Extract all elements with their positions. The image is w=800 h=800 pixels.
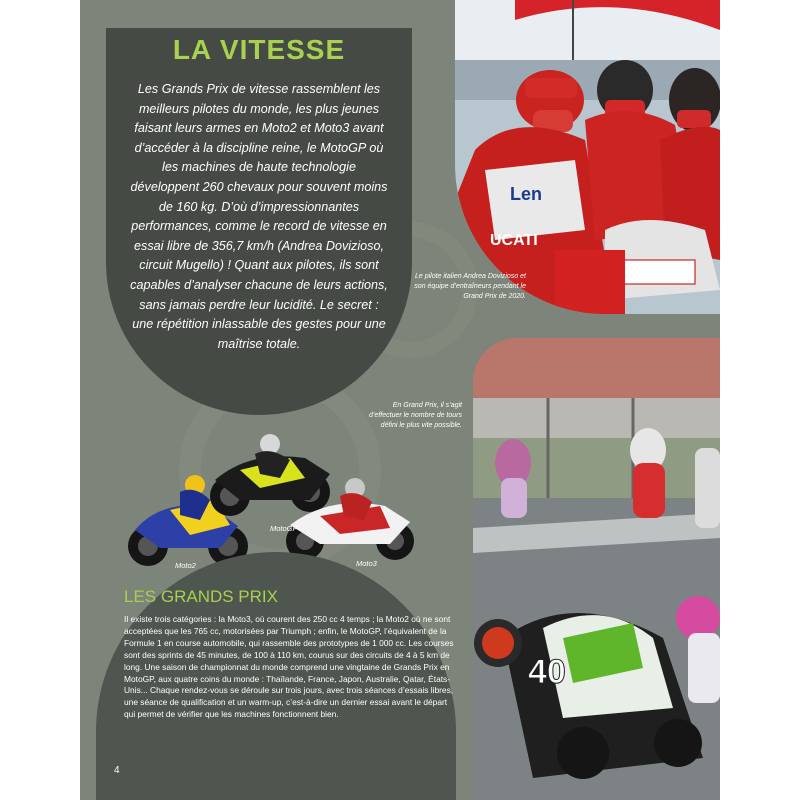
section-heading: LES GRANDS PRIX xyxy=(124,587,278,606)
bike-categories-illustration xyxy=(120,430,430,570)
svg-text:UCATI: UCATI xyxy=(490,232,538,249)
team-photo-caption: Le pilote italien Andrea Dovizioso et son équipe d’entraîneurs pendant le Grand Prix de 2020. xyxy=(414,273,526,300)
moto2-label: Moto2 xyxy=(175,561,196,570)
intro-paragraph: Les Grands Prix de vitesse rassemblent les meilleurs pilotes du monde, les plus jeunes faisant leurs armes en Moto2 et Moto3 avant d’accéder à la discipline reine, le MotoGP où les machines de haute technologie développent 260 chevaux pour souvent moins de 160 kg. D’où d’impressionnantes performances, comme le record de vitesse en essai libre de 356,7 km/h (Andrea Dovizioso, circuit Mugello) ! Quant aux pilotes, ils sont capables d’analyser chacune de leurs actions, sans jamais perdre leur lucidité. Le secret : une répétition inlassable des gestes pour une maîtrise totale. xyxy=(130,82,388,351)
page-number: 4 xyxy=(114,765,120,776)
motogp-bike xyxy=(210,434,330,516)
svg-text:40: 40 xyxy=(528,653,566,691)
motogp-label: MotoGP xyxy=(270,524,298,533)
race-photo-caption: En Grand Prix, il s’agit d’effectuer le nombre de tours défini le plus vite possible. xyxy=(369,402,462,429)
book-page xyxy=(80,0,720,800)
section-body: Il existe trois catégories : la Moto3, où courent des 250 cc 4 temps ; la Moto2 où ne sont acceptées que les 765 cc, motorisées par Triumph ; enfin, le MotoGP, l’équivalent de la Formule 1 en course automobile, qui rassemble des prototypes de 1 000 cc. Les courses sont des sprints de 45 minutes, de 100 à 110 km, courus sur des circuits de 4 à 5 km de long. Une saison de championnat du monde comprend une vingtaine de Grands Prix en MotoGP, aux quatre coins du monde : Thaïlande, France, Japon, Australie, Qatar, États-Unis... Chaque rendez-vous se déroule sur trois jours, avec trois séances d’essais libres, une séance de qualification et un warm-up, c’est-à-dire un dernier essai avant le départ qui permet de vérifier que les machines fonctionnent bien. xyxy=(124,614,454,720)
moto3-label: Moto3 xyxy=(356,559,377,568)
svg-text:Len: Len xyxy=(510,184,543,204)
page-title: LA VITESSE xyxy=(172,34,346,65)
race-photo xyxy=(473,338,720,800)
